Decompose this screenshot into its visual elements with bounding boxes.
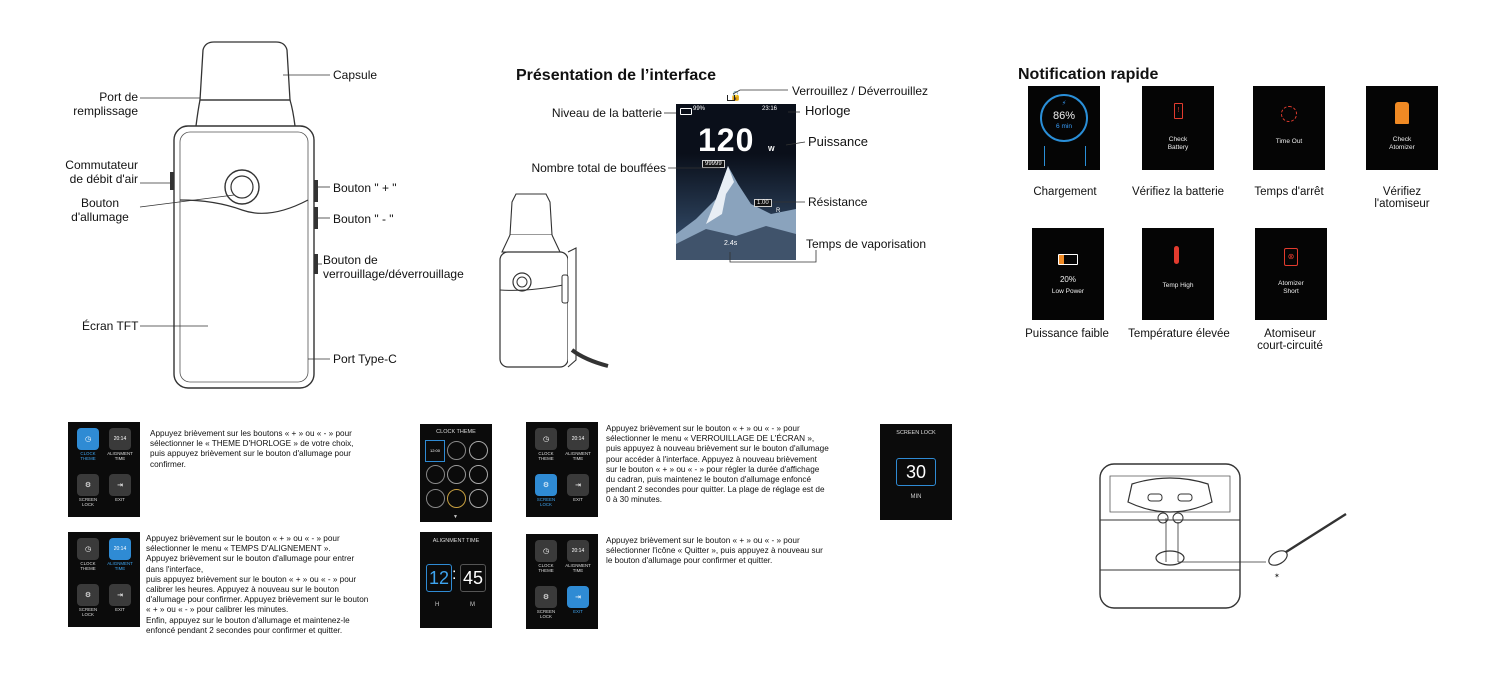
alignment-line: dans l'interface,: [146, 564, 204, 574]
menu-align-cap2: TIME: [572, 456, 584, 461]
exit-icon: ⇥: [567, 586, 589, 608]
time-out-text: Time Out: [1275, 138, 1303, 145]
menu-clock-cap2: THEME: [538, 568, 554, 573]
menu-lock-cap2: LOCK: [540, 502, 552, 507]
alignment-time-icon: 20:14: [567, 428, 589, 450]
screen-lock-line: pour accéder à l'interface. Appuyez à nouveau brièvement: [606, 454, 817, 464]
airflow-label-line2: de débit d'air: [69, 172, 138, 186]
alignment-time-screen: [420, 532, 492, 628]
clock-icon: ◷: [535, 540, 557, 562]
check-atomizer-line1: Check: [1392, 136, 1412, 143]
menu-align-cap1: ALIGNMENT: [107, 561, 133, 566]
temp-high-screen: [1142, 228, 1214, 320]
airflow-label-line1: Commutateur: [65, 158, 138, 172]
exit-icon: ⇥: [109, 474, 131, 496]
atomizer-short-caption-line2: court-circuité: [1257, 340, 1323, 352]
screen-lock-value-field[interactable]: 30: [896, 458, 936, 486]
charging-time: 6 min: [1056, 123, 1072, 130]
menu-clock-cap2: THEME: [538, 456, 554, 461]
menu-thumb-exit: [526, 534, 598, 629]
alignment-line: Appuyez brièvement sur le bouton d'allumage pour entrer: [146, 554, 355, 564]
plus-button-label: Bouton " + ": [333, 181, 397, 195]
instruction-exit: [606, 536, 881, 567]
vape-time-label: Temps de vaporisation: [806, 237, 927, 251]
menu-item-exit: [563, 474, 593, 502]
screen-lock-line: sélectionner le menu « VERROUILLAGE DE L'ÉCRAN »,: [606, 434, 815, 444]
charging-percent: 86%: [1052, 110, 1076, 122]
power-button-label-line2: d'allumage: [71, 210, 129, 224]
capsule-label: Capsule: [333, 68, 378, 82]
time-out-screen: [1253, 86, 1325, 170]
menu-item-alignment: [105, 428, 135, 461]
screen-lock-line: puis appuyez à nouveau brièvement sur le bouton d'allumage: [606, 444, 829, 454]
atomizer-short-icon: ⊗: [1284, 248, 1298, 266]
atomizer-icon: [1395, 102, 1409, 124]
svg-text:✶: ✶: [1274, 573, 1280, 580]
clock-face[interactable]: [447, 489, 466, 508]
screen-lock-line: Appuyez brièvement sur le bouton « + » ou « - » pour: [606, 424, 800, 433]
resistance-label: Résistance: [808, 195, 868, 209]
notification-title: Notification rapide: [1018, 66, 1159, 83]
battery-level-label: Niveau de la batterie: [551, 106, 662, 120]
menu-item-clock-theme: [531, 540, 561, 573]
menu-item-clock-theme: [531, 428, 561, 461]
puff-count-label: Nombre total de bouffées: [531, 161, 666, 175]
menu-thumb-screen-lock: [526, 422, 598, 517]
cleaning-diagram: [1096, 462, 1356, 612]
menu-clock-cap1: CLOCK: [80, 451, 96, 456]
fill-port-label-line2: remplissage: [73, 104, 138, 118]
screen-wattage-value: 120: [698, 122, 755, 158]
exit-line: sélectionner l'icône « Quitter », puis appuyez à nouveau sur: [606, 546, 823, 556]
clock-face-selected[interactable]: 12:00: [425, 440, 445, 462]
charging-bolt-icon: ⚡: [1061, 100, 1067, 107]
menu-clock-cap1: CLOCK: [80, 561, 96, 566]
menu-align-cap1: ALIGNMENT: [107, 451, 133, 456]
menu-item-alignment: [563, 540, 593, 573]
screen-lock-line: du cadran, puis maintenez le bouton d'allumage enfoncé: [606, 475, 812, 485]
menu-item-exit: [563, 586, 593, 614]
check-battery-line2: Battery: [1167, 144, 1189, 151]
charging-screen: [1028, 86, 1100, 170]
minus-button-label: Bouton " - ": [333, 212, 394, 226]
clock-face[interactable]: [469, 489, 488, 508]
battery-warning-icon: !: [1174, 103, 1183, 119]
menu-align-cap1: ALIGNMENT: [565, 451, 591, 456]
hours-field[interactable]: 12: [426, 564, 452, 592]
atomizer-short-caption: [1240, 328, 1340, 352]
exit-line: le bouton d'allumage pour confirmer et quitter.: [606, 556, 773, 566]
clock-face[interactable]: [469, 465, 488, 484]
menu-clock-cap2: THEME: [80, 456, 96, 461]
menu-exit-cap: EXIT: [573, 609, 583, 614]
low-battery-icon: [1058, 254, 1078, 265]
screen-battery-value: 99%: [693, 106, 706, 112]
menu-lock-cap1: SCREEN: [536, 497, 556, 502]
lock-icon: 🔓: [730, 91, 742, 101]
menu-item-screen-lock: [531, 474, 561, 507]
alignment-line: Appuyez brièvement sur le bouton « + » ou « - » pour: [146, 534, 340, 543]
alignment-time-icon: 20:14: [109, 538, 131, 560]
alignment-line: enfoncé pendant 2 secondes pour confirmer et quitter.: [146, 625, 343, 635]
menu-clock-cap2: THEME: [80, 566, 96, 571]
gear-icon: ⚙: [77, 584, 99, 606]
gear-icon: ⚙: [535, 586, 557, 608]
gear-icon: ⚙: [77, 474, 99, 496]
lock-button-label-line2: verrouillage/déverrouillage: [323, 267, 464, 281]
instruction-alignment-time: [146, 534, 416, 636]
typec-port-label: Port Type-C: [333, 352, 397, 366]
menu-exit-cap: EXIT: [115, 497, 125, 502]
power-button-label-line1: Bouton: [80, 196, 120, 210]
alignment-screen-title: ALIGNMENT TIME: [432, 538, 480, 544]
menu-item-exit: [105, 584, 135, 612]
timer-icon: [1281, 106, 1297, 122]
screen-vape-time-value: 2.4s: [724, 240, 738, 247]
low-power-percent: 20%: [1059, 275, 1076, 284]
exit-line: Appuyez brièvement sur le bouton « + » ou « - » pour: [606, 536, 800, 545]
atomizer-short-screen: [1255, 228, 1327, 320]
screen-wattage-unit: W: [768, 146, 775, 153]
menu-exit-cap: EXIT: [573, 497, 583, 502]
screen-time-value: 23:16: [762, 106, 778, 112]
low-power-text: Low Power: [1051, 288, 1085, 295]
clock-face[interactable]: [426, 489, 445, 508]
clock-face[interactable]: [447, 465, 466, 484]
check-battery-line1: Check: [1168, 136, 1188, 143]
minutes-field[interactable]: 45: [460, 564, 486, 592]
menu-lock-cap2: LOCK: [82, 502, 94, 507]
clock-face[interactable]: [447, 441, 466, 460]
clock-icon: ◷: [77, 538, 99, 560]
check-atomizer-caption: [1352, 186, 1452, 210]
instruction-clock-theme: [150, 429, 410, 470]
menu-lock-cap1: SCREEN: [536, 609, 556, 614]
time-colon: :: [452, 566, 457, 583]
menu-align-cap2: TIME: [114, 456, 126, 461]
gear-icon: ⚙: [535, 474, 557, 496]
menu-clock-cap1: CLOCK: [538, 451, 554, 456]
alignment-line: calibrer les heures. Appuyez à nouveau sur le bouton: [146, 585, 339, 595]
clock-theme-grid: [425, 440, 489, 512]
menu-lock-cap2: LOCK: [540, 614, 552, 619]
atomizer-short-line2: Short: [1283, 288, 1299, 295]
low-power-caption: Puissance faible: [1025, 328, 1109, 340]
clock-theme-line: puis appuyez brièvement sur le bouton d'allumage pour: [150, 449, 351, 459]
exit-icon: ⇥: [109, 584, 131, 606]
screen-lock-unit: MIN: [910, 494, 922, 500]
menu-item-screen-lock: [531, 586, 561, 619]
check-atomizer-line2: Atomizer: [1389, 144, 1415, 151]
low-power-screen: [1032, 228, 1104, 320]
clock-label: Horloge: [805, 103, 851, 118]
fill-port-label-line1: Port de: [99, 90, 138, 104]
screen-resistance-value: 1.00: [754, 199, 772, 207]
check-atomizer-screen: [1366, 86, 1438, 170]
menu-lock-cap1: SCREEN: [78, 607, 98, 612]
alignment-line: « + » ou « - » pour calibrer les minutes.: [146, 605, 289, 615]
clock-theme-line: Appuyez brièvement sur les boutons « + » ou « - » pour: [150, 429, 352, 438]
menu-item-clock-theme: [73, 538, 103, 571]
alignment-line: d'allumage pour confirmer. Appuyez brièvement sur le bouton: [146, 595, 369, 605]
alignment-time-icon: 20:14: [567, 540, 589, 562]
clock-theme-line: confirmer.: [150, 459, 186, 469]
alignment-line: sélectionner le menu « TEMPS D'ALIGNEMENT ».: [146, 544, 331, 554]
clock-theme-screen: [420, 424, 492, 522]
screen-lock-line: sur le bouton « + » ou « - » pour régler la durée d'affichage: [606, 464, 820, 474]
menu-lock-cap1: SCREEN: [78, 497, 98, 502]
tft-screen-label: Écran TFT: [82, 319, 139, 333]
exit-icon: ⇥: [567, 474, 589, 496]
clock-icon: ◷: [77, 428, 99, 450]
scroll-down-icon: ▼: [453, 514, 458, 520]
menu-align-cap1: ALIGNMENT: [565, 563, 591, 568]
menu-item-alignment: [105, 538, 135, 571]
screen-resistance-unit: R: [776, 208, 781, 214]
clock-face[interactable]: [469, 441, 488, 460]
charging-caption: Chargement: [1033, 186, 1097, 198]
thermometer-icon: [1174, 246, 1179, 264]
interface-title: Présentation de l’interface: [516, 67, 717, 84]
clock-theme-title: CLOCK THEME: [436, 429, 476, 435]
check-battery-screen: [1142, 86, 1214, 170]
temp-high-text: Temp High: [1162, 282, 1194, 289]
screen-lock-screen: [880, 424, 952, 520]
check-atomizer-caption-line2: l'atomiseur: [1374, 198, 1430, 210]
menu-thumb-clock-theme: [68, 422, 140, 517]
menu-exit-cap: EXIT: [115, 607, 125, 612]
charging-streams: [1044, 146, 1086, 166]
time-out-caption: Temps d'arrêt: [1254, 186, 1324, 198]
clock-icon: ◷: [535, 428, 557, 450]
screen-lock-line: 0 à 30 minutes.: [606, 495, 662, 505]
atomizer-short-caption-line1: Atomiseur: [1264, 328, 1316, 340]
screen-lock-title: SCREEN LOCK: [896, 430, 936, 436]
power-label: Puissance: [808, 134, 868, 149]
clock-theme-line: sélectionner le « THEME D'HORLOGE » de votre choix,: [150, 439, 354, 449]
menu-thumb-alignment: [68, 532, 140, 627]
instruction-screen-lock: [606, 424, 876, 506]
menu-item-clock-theme: [73, 428, 103, 461]
alignment-line: Enfin, appuyez sur le bouton d'allumage et maintenez-le: [146, 615, 350, 625]
atomizer-short-line1: Atomizer: [1278, 280, 1304, 287]
lock-unlock-label: Verrouillez / Déverrouillez: [792, 84, 929, 98]
menu-align-cap2: TIME: [572, 568, 584, 573]
alignment-line: puis appuyez brièvement sur le bouton « + » ou « - » pour: [146, 574, 357, 584]
menu-lock-cap2: LOCK: [82, 612, 94, 617]
menu-item-alignment: [563, 428, 593, 461]
check-atomizer-caption-line1: Vérifiez: [1382, 186, 1422, 198]
screen-puffs-value: 99999: [702, 160, 725, 168]
minutes-label: M: [470, 602, 475, 608]
check-battery-caption: Vérifiez la batterie: [1131, 186, 1225, 198]
menu-item-exit: [105, 474, 135, 502]
menu-item-screen-lock: [73, 584, 103, 617]
alignment-time-icon: 20:14: [109, 428, 131, 450]
menu-align-cap2: TIME: [114, 566, 126, 571]
menu-clock-cap1: CLOCK: [538, 563, 554, 568]
screen-lock-line: pendant 2 secondes pour quitter. La plage de réglage est de: [606, 485, 825, 495]
temp-high-caption: Température élevée: [1128, 328, 1230, 340]
menu-item-screen-lock: [73, 474, 103, 507]
clock-face[interactable]: [426, 465, 445, 484]
hours-label: H: [435, 602, 440, 608]
lock-button-label-line1: Bouton de: [323, 253, 378, 267]
